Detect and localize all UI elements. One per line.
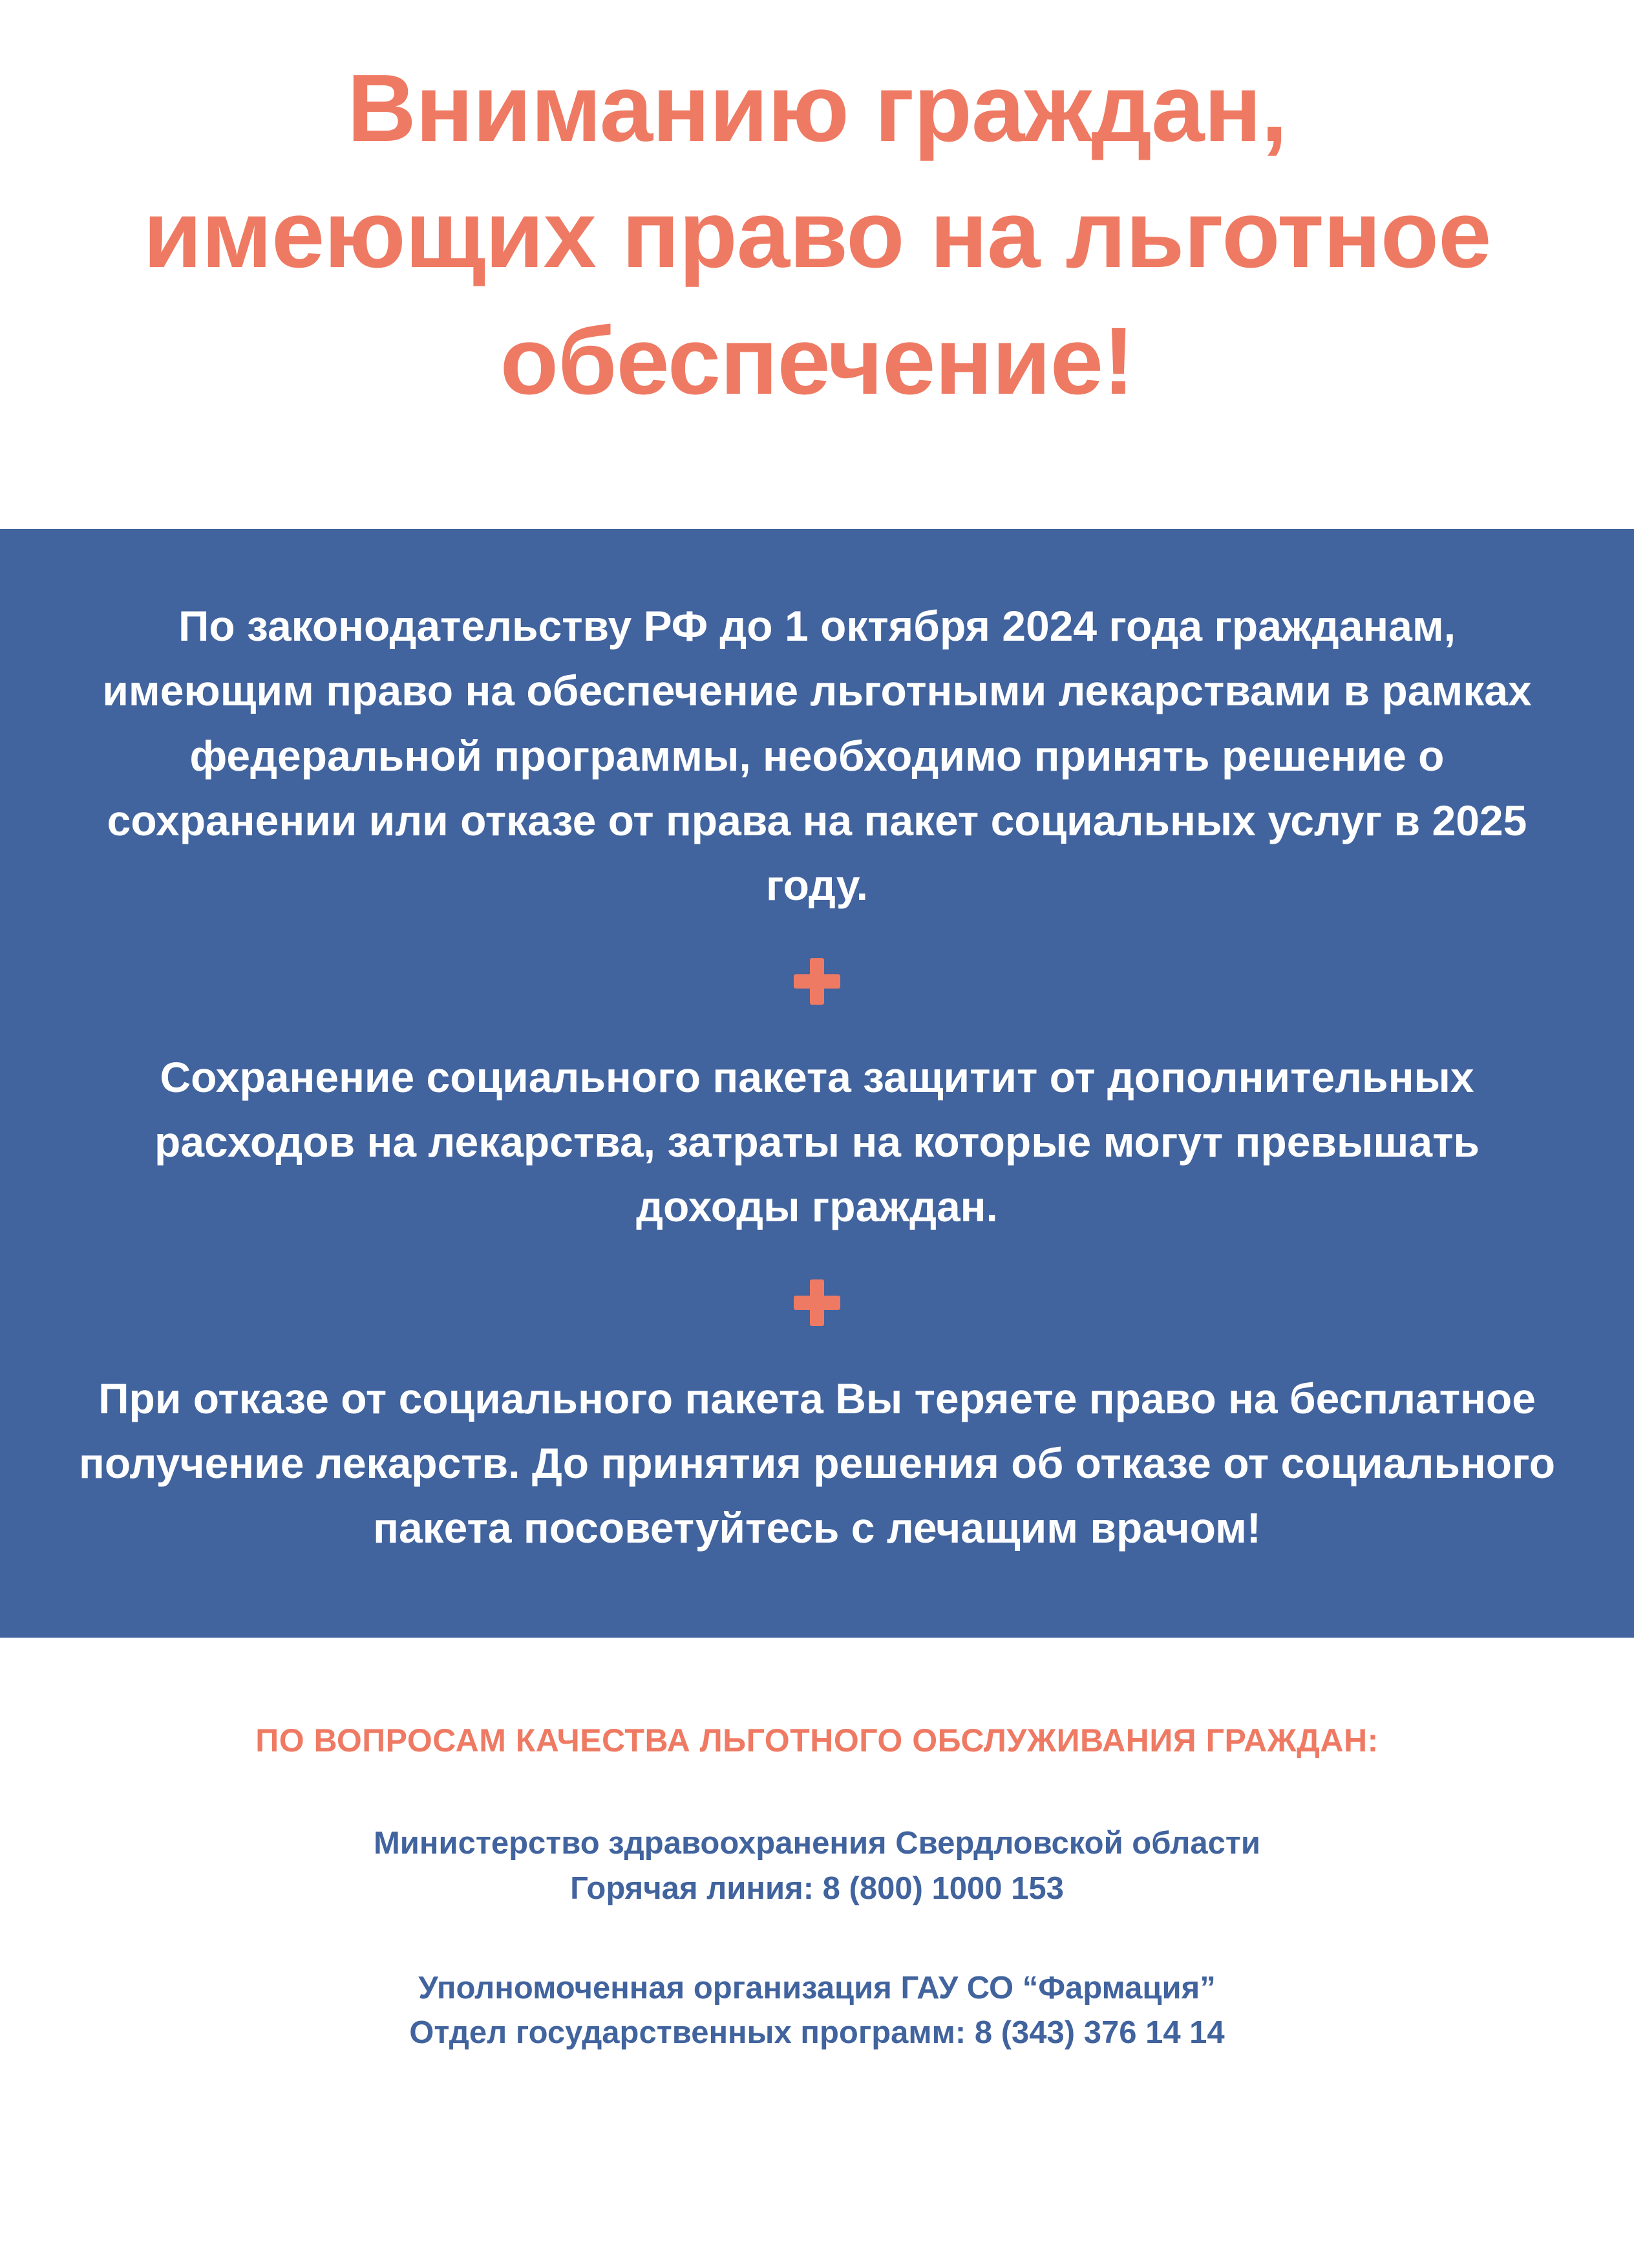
footer: [0, 1638, 1634, 2268]
contact-group-ministry: [374, 1821, 1260, 1911]
contact-hotline: Горячая линия: 8 (800) 1000 153: [570, 1871, 1064, 1907]
information-panel: [0, 529, 1634, 1638]
contact-organization-name: Министерство здравоохранения Свердловской области: [373, 1826, 1261, 1861]
contact-department-phone: Отдел государственных программ: 8 (343) 376 14 14: [409, 2015, 1225, 2051]
medical-cross-icon: [794, 1279, 840, 1326]
medical-cross-icon: [794, 958, 840, 1005]
contact-organization-name: Уполномоченная организация ГАУ СО “Фармация”: [418, 1970, 1216, 2006]
panel-paragraph-3: При отказе от социального пакета Вы теряете право на бесплатное получение лекарств. До принятия решения об отказе от социального пакета посоветуйтесь с лечащим врачом!: [78, 1374, 1556, 1552]
panel-paragraph-2: Сохранение социального пакета защитит от дополнительных расходов на лекарства, затраты на которые могут превышать доходы граждан.: [154, 1053, 1480, 1231]
contact-group-pharmacy: [409, 1966, 1224, 2056]
footer-heading: ПО ВОПРОСАМ КАЧЕСТВА ЛЬГОТНОГО ОБСЛУЖИВАНИЯ ГРАЖДАН:: [255, 1722, 1379, 1759]
title-block: [0, 0, 1634, 529]
panel-paragraph-1: По законодательству РФ до 1 октября 2024 года гражданам, имеющим право на обеспечение льготными лекарствами в рамках федеральной программы, необходимо принять решение о сохранении или отказе от права на пакет социальных услуг в 2025 году.: [102, 602, 1532, 910]
page-title: Вниманию граждан, имеющих право на льготное обеспечение!: [143, 55, 1491, 414]
